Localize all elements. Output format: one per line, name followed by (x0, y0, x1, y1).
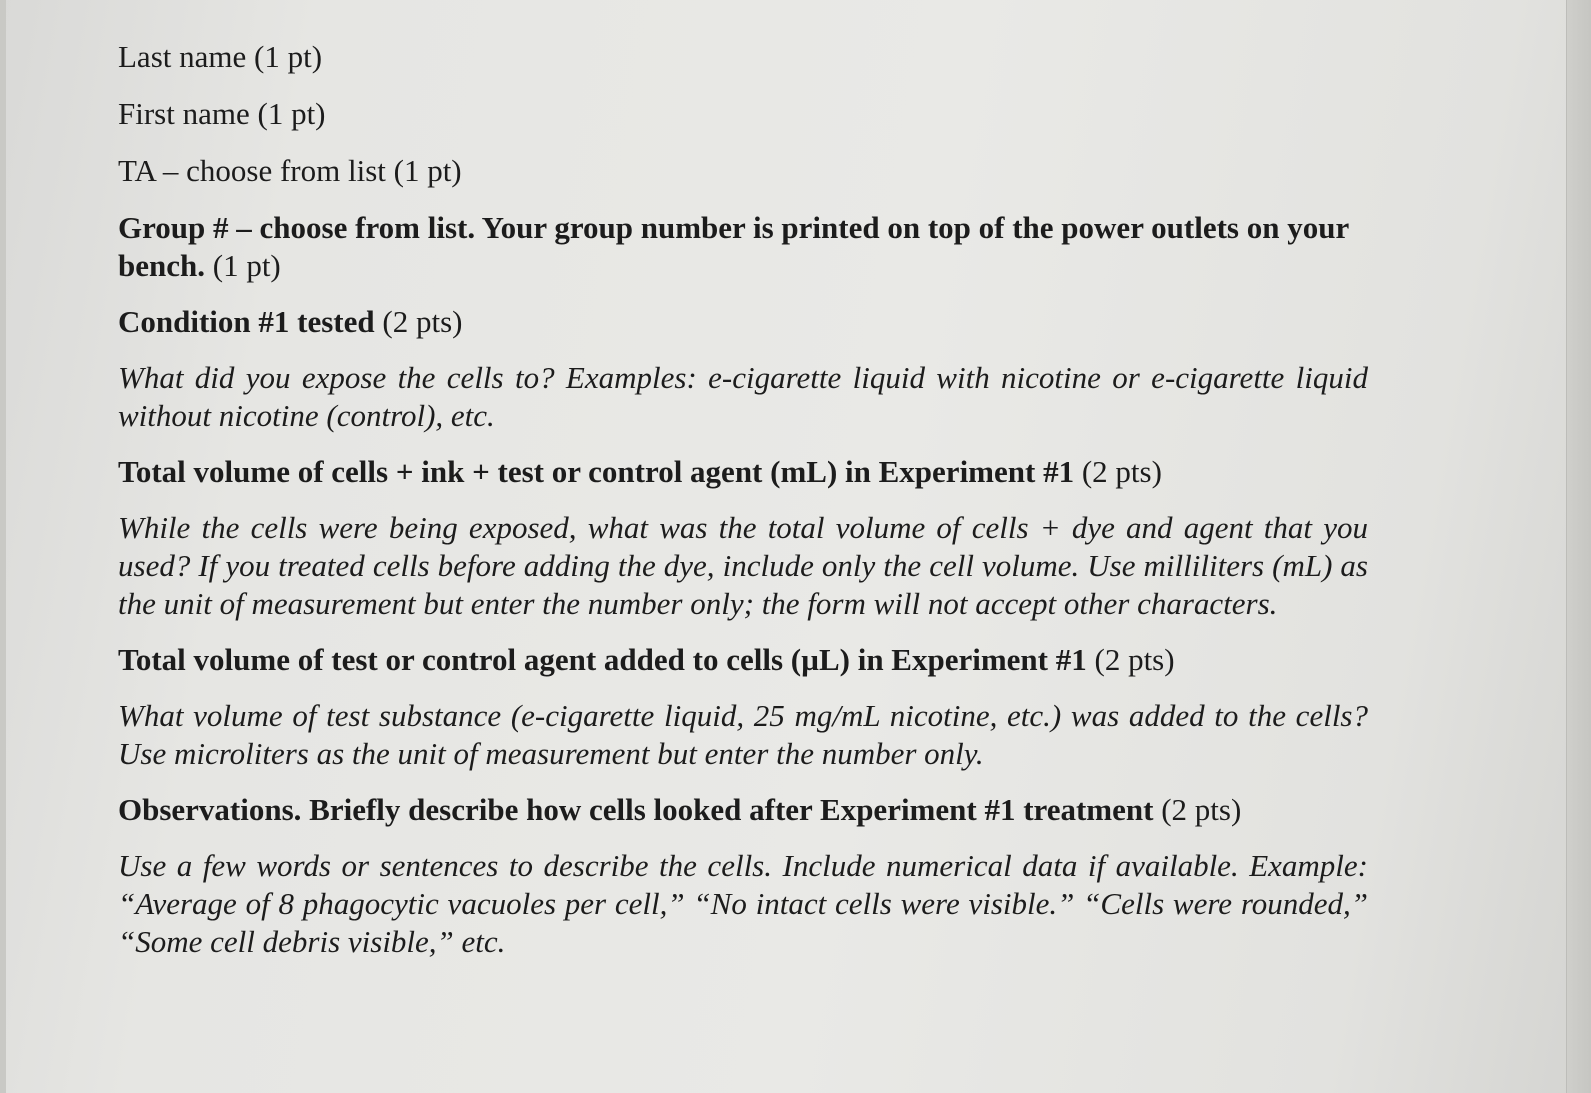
group-points: (1 pt) (212, 248, 281, 283)
agent-volume-label: Total volume of test or control agent added to cells (µL) in Experiment #1 (118, 642, 1087, 677)
observations-description: Use a few words or sentences to describe the cells. Include numerical data if available. Example: “Average of 8 phagocytic vacuoles per cell,” “No intact cells were visible.” “Cells were rounded,” “Some cell debris visible,” etc. (118, 848, 1368, 959)
first-name-heading (118, 95, 1368, 133)
ta-heading (118, 152, 1368, 190)
last-name-heading (118, 38, 1368, 76)
first-name-points: (1 pt) (257, 96, 326, 131)
agent-volume-heading (118, 641, 1368, 679)
total-volume-label: Total volume of cells + ink + test or control agent (mL) in Experiment #1 (118, 454, 1075, 489)
last-name-points: (1 pt) (254, 39, 323, 74)
group-heading (118, 209, 1368, 285)
total-volume-heading (118, 453, 1368, 491)
condition-label: Condition #1 tested (118, 304, 375, 339)
page-left-edge (0, 0, 6, 1093)
total-volume-description: While the cells were being exposed, what was the total volume of cells + dye and agent that you used? If you treated cells before adding the dye, include only the cell volume. Use milliliters (mL) as the unit of measurement but enter the number only; the form will not accept other characters. (118, 510, 1368, 621)
condition-heading (118, 303, 1368, 341)
ta-points: (1 pt) (393, 153, 462, 188)
form-sheet (118, 38, 1368, 961)
group-label: Group # – choose from list. Your group number is printed on top of the power outlets on your bench. (118, 210, 1349, 283)
first-name-label: First name (118, 96, 250, 131)
last-name-label: Last name (118, 39, 247, 74)
condition-points: (2 pts) (382, 304, 463, 339)
condition-description: What did you expose the cells to? Examples: e-cigarette liquid with nicotine or e-cigarette liquid without nicotine (control), etc. (118, 360, 1368, 433)
observations-points: (2 pts) (1161, 792, 1242, 827)
ta-label: TA – choose from list (118, 153, 386, 188)
agent-volume-points: (2 pts) (1094, 642, 1175, 677)
total-volume-points: (2 pts) (1081, 454, 1162, 489)
observations-label: Observations. Briefly describe how cells looked after Experiment #1 treatment (118, 792, 1154, 827)
page-right-edge (1566, 0, 1591, 1093)
agent-volume-description: What volume of test substance (e-cigarette liquid, 25 mg/mL nicotine, etc.) was added to the cells? Use microliters as the unit of measurement but enter the number only. (118, 698, 1368, 771)
observations-heading (118, 791, 1368, 829)
